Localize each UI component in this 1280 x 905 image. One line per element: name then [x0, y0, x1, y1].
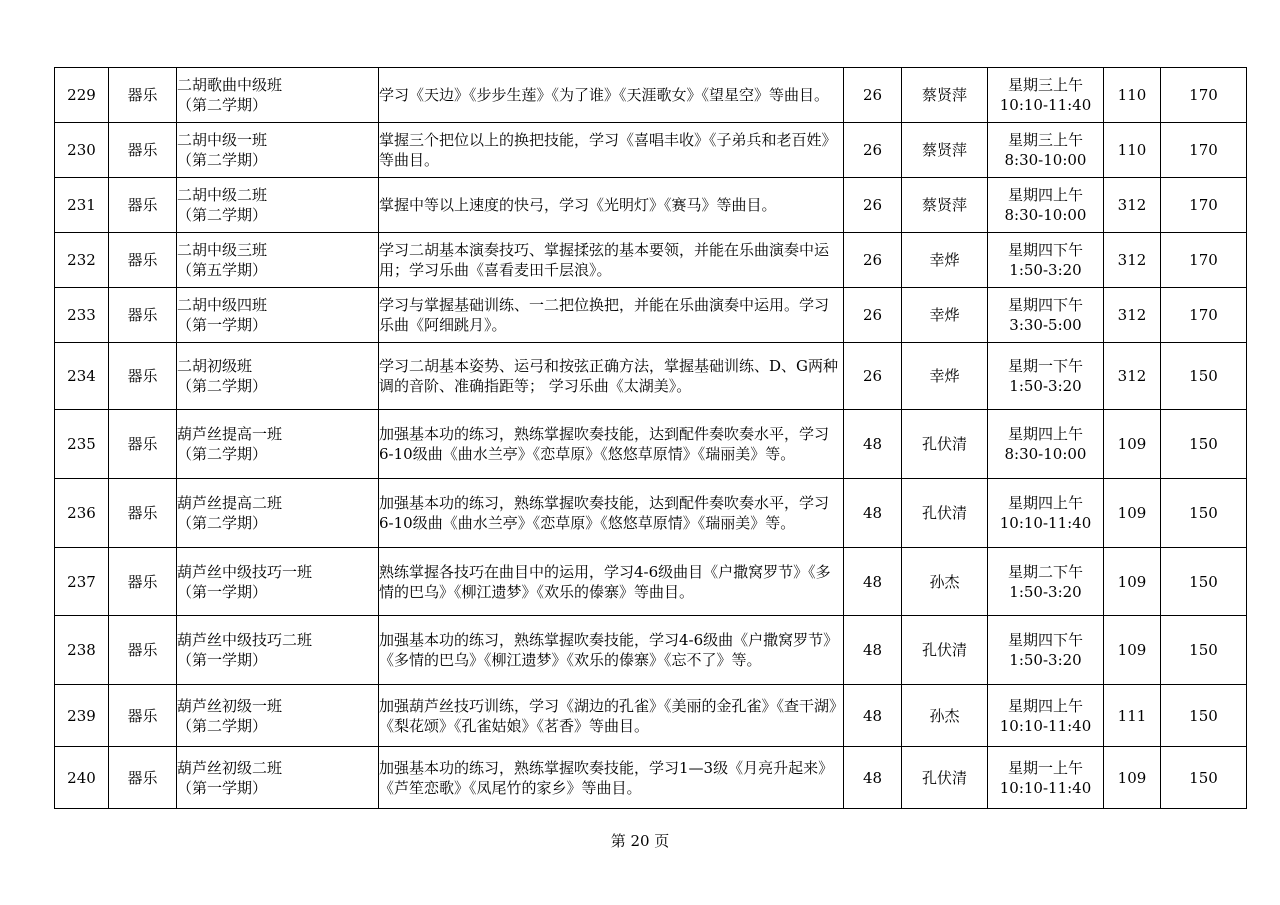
course-term: （第二学期） — [177, 151, 268, 169]
cell-fee — [1161, 123, 1247, 178]
table-row — [55, 410, 1247, 479]
table-row — [55, 548, 1247, 616]
row-number: 239 — [67, 706, 96, 725]
schedule-day: 星期四下午 — [1007, 296, 1083, 314]
cell-course — [177, 343, 379, 410]
cell-teacher — [902, 178, 988, 233]
row-number: 234 — [67, 367, 96, 385]
course-description: 学习二胡基本演奏技巧、掌握揉弦的基本要领，并能在乐曲演奏中运用；学习乐曲《喜看麦田千层浪》。 — [379, 241, 830, 279]
cell-category — [109, 343, 177, 410]
course-name: 二胡中级二班 — [177, 186, 268, 204]
room-number: 312 — [1117, 251, 1147, 269]
table-row — [55, 479, 1247, 548]
course-name: 二胡中级一班 — [177, 131, 268, 149]
schedule-day: 星期四上午 — [1007, 494, 1083, 512]
schedule-day: 星期四上午 — [1007, 186, 1083, 204]
cell-no — [55, 123, 109, 178]
fee-amount: 150 — [1189, 435, 1218, 453]
cell-course — [177, 233, 379, 288]
row-number: 232 — [67, 251, 96, 269]
course-term: （第二学期） — [177, 377, 268, 395]
class-hours: 48 — [862, 435, 883, 453]
schedule-time: 1:50-3:20 — [1009, 582, 1082, 601]
course-description: 学习与掌握基础训练、一二把位换把，并能在乐曲演奏中运用。学习乐曲《阿细跳月》。 — [379, 296, 830, 334]
cell-category — [109, 178, 177, 233]
cell-hours — [844, 343, 902, 410]
room-number: 312 — [1117, 306, 1147, 324]
cell-teacher — [902, 479, 988, 548]
class-hours: 26 — [862, 196, 883, 214]
cell-schedule — [988, 548, 1104, 616]
room-number: 109 — [1117, 435, 1147, 453]
cell-description — [379, 479, 844, 548]
schedule-day: 星期四下午 — [1007, 631, 1083, 649]
cell-no — [55, 685, 109, 747]
teacher-name: 孙杰 — [929, 706, 960, 725]
cell-room — [1104, 288, 1161, 343]
cell-teacher — [902, 616, 988, 685]
course-term: （第一学期） — [177, 651, 268, 669]
class-hours: 26 — [862, 306, 883, 324]
cell-hours — [844, 410, 902, 479]
course-term: （第一学期） — [177, 582, 268, 601]
fee-amount: 150 — [1189, 367, 1218, 385]
fee-amount: 170 — [1189, 141, 1218, 159]
fee-amount: 170 — [1189, 251, 1218, 269]
cell-description — [379, 747, 844, 809]
category-label: 器乐 — [127, 641, 158, 659]
cell-description — [379, 548, 844, 616]
teacher-name: 蔡贤萍 — [921, 141, 967, 159]
cell-fee — [1161, 343, 1247, 410]
class-hours: 48 — [862, 504, 883, 522]
teacher-name: 幸烨 — [929, 306, 960, 324]
category-label: 器乐 — [127, 251, 158, 269]
schedule-time: 1:50-3:20 — [1009, 377, 1082, 395]
teacher-name: 幸烨 — [929, 251, 960, 269]
fee-amount: 170 — [1189, 196, 1218, 214]
table-row — [55, 178, 1247, 233]
cell-teacher — [902, 68, 988, 123]
cell-schedule — [988, 616, 1104, 685]
cell-fee — [1161, 685, 1247, 747]
category-label: 器乐 — [127, 706, 158, 725]
cell-description — [379, 343, 844, 410]
schedule-time: 1:50-3:20 — [1009, 651, 1082, 669]
cell-schedule — [988, 479, 1104, 548]
room-number: 109 — [1117, 641, 1147, 659]
fee-amount: 150 — [1189, 768, 1218, 787]
cell-course — [177, 410, 379, 479]
fee-amount: 150 — [1189, 572, 1218, 591]
cell-fee — [1161, 479, 1247, 548]
teacher-name: 孔伏清 — [921, 435, 967, 453]
cell-course — [177, 68, 379, 123]
course-table — [54, 67, 1247, 809]
room-number: 110 — [1117, 141, 1147, 159]
cell-description — [379, 288, 844, 343]
room-number: 109 — [1117, 768, 1147, 787]
table-row — [55, 288, 1247, 343]
cell-hours — [844, 288, 902, 343]
cell-room — [1104, 479, 1161, 548]
cell-teacher — [902, 123, 988, 178]
cell-no — [55, 410, 109, 479]
cell-description — [379, 410, 844, 479]
course-term: （第二学期） — [177, 514, 268, 532]
row-number: 240 — [67, 768, 96, 787]
cell-course — [177, 685, 379, 747]
teacher-name: 孔伏清 — [921, 504, 967, 522]
class-hours: 26 — [862, 251, 883, 269]
course-description: 加强基本功的练习，熟练掌握吹奏技能，学习4-6级曲《户撒窝罗节》《多情的巴乌》《柳江遗梦》《欢乐的傣寨》《忘不了》等。 — [379, 631, 839, 669]
cell-category — [109, 548, 177, 616]
course-name: 二胡中级三班 — [177, 241, 268, 259]
table-row — [55, 747, 1247, 809]
cell-schedule — [988, 343, 1104, 410]
cell-category — [109, 747, 177, 809]
room-number: 312 — [1117, 196, 1147, 214]
cell-course — [177, 178, 379, 233]
cell-fee — [1161, 178, 1247, 233]
cell-category — [109, 616, 177, 685]
cell-course — [177, 479, 379, 548]
category-label: 器乐 — [127, 367, 158, 385]
cell-description — [379, 123, 844, 178]
cell-hours — [844, 178, 902, 233]
cell-description — [379, 233, 844, 288]
teacher-name: 蔡贤萍 — [921, 86, 967, 104]
course-name: 葫芦丝初级一班 — [177, 696, 283, 715]
category-label: 器乐 — [127, 572, 158, 591]
course-term: （第二学期） — [177, 96, 268, 114]
cell-no — [55, 68, 109, 123]
cell-fee — [1161, 410, 1247, 479]
schedule-day: 星期三上午 — [1007, 76, 1083, 94]
cell-description — [379, 178, 844, 233]
cell-room — [1104, 616, 1161, 685]
course-description: 学习二胡基本姿势、运弓和按弦正确方法，掌握基础训练、D、G两种调的音阶、准确指距等； 学习乐曲《太湖美》。 — [379, 357, 839, 395]
course-name: 葫芦丝中级技巧二班 — [177, 631, 313, 649]
cell-room — [1104, 123, 1161, 178]
cell-schedule — [988, 685, 1104, 747]
cell-hours — [844, 123, 902, 178]
cell-category — [109, 479, 177, 548]
category-label: 器乐 — [127, 306, 158, 324]
teacher-name: 幸烨 — [929, 367, 960, 385]
teacher-name: 孔伏清 — [921, 768, 967, 787]
row-number: 230 — [67, 141, 96, 159]
cell-room — [1104, 68, 1161, 123]
class-hours: 48 — [862, 572, 883, 591]
class-hours: 26 — [862, 367, 883, 385]
class-hours: 26 — [862, 141, 883, 159]
class-hours: 26 — [862, 86, 883, 104]
class-hours: 48 — [862, 768, 883, 787]
course-name: 二胡歌曲中级班 — [177, 76, 283, 94]
table-row — [55, 123, 1247, 178]
cell-description — [379, 685, 844, 747]
course-description: 加强葫芦丝技巧训练，学习《湖边的孔雀》《美丽的金孔雀》《查干湖》《梨花颂》《孔雀姑娘》《茗香》等曲目。 — [379, 696, 837, 735]
cell-hours — [844, 616, 902, 685]
course-description: 学习《天边》《步步生莲》《为了谁》《天涯歌女》《望星空》等曲目。 — [379, 86, 830, 104]
teacher-name: 蔡贤萍 — [921, 196, 967, 214]
cell-description — [379, 616, 844, 685]
row-number: 238 — [67, 641, 96, 659]
schedule-time: 10:10-11:40 — [999, 514, 1092, 532]
row-number: 233 — [67, 306, 96, 324]
course-term: （第一学期） — [177, 778, 268, 797]
schedule-day: 星期一下午 — [1007, 357, 1083, 375]
table-body — [55, 68, 1247, 809]
cell-fee — [1161, 288, 1247, 343]
schedule-time: 10:10-11:40 — [999, 96, 1092, 114]
cell-teacher — [902, 747, 988, 809]
cell-teacher — [902, 233, 988, 288]
cell-room — [1104, 233, 1161, 288]
table-row — [55, 685, 1247, 747]
schedule-day: 星期四上午 — [1007, 425, 1083, 443]
schedule-day: 星期四上午 — [1007, 696, 1083, 715]
course-name: 葫芦丝中级技巧一班 — [177, 562, 313, 581]
course-term: （第二学期） — [177, 206, 268, 224]
cell-hours — [844, 685, 902, 747]
cell-schedule — [988, 410, 1104, 479]
fee-amount: 150 — [1189, 706, 1218, 725]
fee-amount: 150 — [1189, 504, 1218, 522]
category-label: 器乐 — [127, 504, 158, 522]
cell-no — [55, 343, 109, 410]
cell-fee — [1161, 233, 1247, 288]
cell-room — [1104, 410, 1161, 479]
cell-teacher — [902, 685, 988, 747]
course-term: （第二学期） — [177, 445, 268, 463]
room-number: 109 — [1117, 504, 1147, 522]
category-label: 器乐 — [127, 768, 158, 787]
category-label: 器乐 — [127, 435, 158, 453]
cell-fee — [1161, 68, 1247, 123]
cell-teacher — [902, 288, 988, 343]
room-number: 111 — [1117, 706, 1147, 725]
cell-course — [177, 616, 379, 685]
table-row — [55, 616, 1247, 685]
course-name: 葫芦丝初级二班 — [177, 758, 283, 777]
course-description: 熟练掌握各技巧在曲目中的运用，学习4-6级曲目《户撒窝罗节》《多情的巴乌》《柳江遗梦》《欢乐的傣寨》等曲目。 — [379, 562, 831, 601]
cell-hours — [844, 233, 902, 288]
category-label: 器乐 — [127, 196, 158, 214]
table-row — [55, 68, 1247, 123]
cell-room — [1104, 343, 1161, 410]
cell-no — [55, 233, 109, 288]
row-number: 229 — [67, 86, 96, 104]
cell-schedule — [988, 68, 1104, 123]
cell-category — [109, 410, 177, 479]
cell-fee — [1161, 548, 1247, 616]
cell-teacher — [902, 548, 988, 616]
cell-no — [55, 178, 109, 233]
cell-schedule — [988, 178, 1104, 233]
cell-category — [109, 233, 177, 288]
cell-room — [1104, 178, 1161, 233]
cell-teacher — [902, 410, 988, 479]
table-row — [55, 233, 1247, 288]
course-name: 二胡初级班 — [177, 357, 253, 375]
cell-hours — [844, 68, 902, 123]
cell-fee — [1161, 747, 1247, 809]
cell-hours — [844, 548, 902, 616]
cell-room — [1104, 685, 1161, 747]
cell-hours — [844, 747, 902, 809]
class-hours: 48 — [862, 706, 883, 725]
cell-no — [55, 747, 109, 809]
cell-no — [55, 616, 109, 685]
fee-amount: 170 — [1189, 86, 1218, 104]
cell-schedule — [988, 233, 1104, 288]
course-description: 掌握中等以上速度的快弓，学习《光明灯》《赛马》等曲目。 — [379, 196, 777, 214]
schedule-time: 1:50-3:20 — [1009, 261, 1082, 279]
cell-hours — [844, 479, 902, 548]
cell-fee — [1161, 616, 1247, 685]
course-description: 掌握三个把位以上的换把技能，学习《喜唱丰收》《子弟兵和老百姓》等曲目。 — [379, 131, 837, 169]
course-description: 加强基本功的练习，熟练掌握吹奏技能，达到配件奏吹奏水平，学习6-10级曲《曲水兰亭》《恋草原》《悠悠草原情》《瑞丽美》等。 — [379, 494, 830, 532]
cell-category — [109, 685, 177, 747]
cell-course — [177, 747, 379, 809]
category-label: 器乐 — [127, 141, 158, 159]
schedule-time: 10:10-11:40 — [999, 716, 1092, 735]
class-hours: 48 — [862, 641, 883, 659]
cell-category — [109, 123, 177, 178]
course-term: （第二学期） — [177, 716, 268, 735]
cell-no — [55, 548, 109, 616]
cell-room — [1104, 548, 1161, 616]
cell-no — [55, 479, 109, 548]
room-number: 110 — [1117, 86, 1147, 104]
row-number: 231 — [67, 196, 96, 214]
schedule-time: 8:30-10:00 — [1004, 206, 1087, 224]
cell-no — [55, 288, 109, 343]
schedule-time: 10:10-11:40 — [999, 778, 1092, 797]
room-number: 312 — [1117, 367, 1147, 385]
schedule-time: 3:30-5:00 — [1009, 316, 1082, 334]
cell-room — [1104, 747, 1161, 809]
cell-schedule — [988, 747, 1104, 809]
page-number: 第 20 页 — [610, 832, 670, 850]
cell-category — [109, 68, 177, 123]
fee-amount: 170 — [1189, 306, 1218, 324]
cell-category — [109, 288, 177, 343]
row-number: 235 — [67, 435, 96, 453]
course-description: 加强基本功的练习，熟练掌握吹奏技能，学习1—3级《月亮升起来》《芦笙恋歌》《凤尾竹的家乡》等曲目。 — [379, 758, 834, 797]
schedule-day: 星期二下午 — [1007, 562, 1083, 581]
cell-course — [177, 548, 379, 616]
category-label: 器乐 — [127, 86, 158, 104]
row-number: 237 — [67, 572, 96, 591]
cell-course — [177, 288, 379, 343]
schedule-time: 8:30-10:00 — [1004, 445, 1087, 463]
cell-teacher — [902, 343, 988, 410]
course-term: （第一学期） — [177, 316, 268, 334]
course-name: 葫芦丝提高二班 — [177, 494, 283, 512]
course-term: （第五学期） — [177, 261, 268, 279]
table-row — [55, 343, 1247, 410]
schedule-day: 星期三上午 — [1007, 131, 1083, 149]
schedule-day: 星期一上午 — [1007, 758, 1083, 777]
fee-amount: 150 — [1189, 641, 1218, 659]
teacher-name: 孙杰 — [929, 572, 960, 591]
course-description: 加强基本功的练习，熟练掌握吹奏技能，达到配件奏吹奏水平，学习6-10级曲《曲水兰亭》《恋草原》《悠悠草原情》《瑞丽美》等。 — [379, 425, 830, 463]
course-name: 二胡中级四班 — [177, 296, 268, 314]
cell-description — [379, 68, 844, 123]
row-number: 236 — [67, 504, 96, 522]
cell-schedule — [988, 288, 1104, 343]
cell-course — [177, 123, 379, 178]
room-number: 109 — [1117, 572, 1147, 591]
schedule-day: 星期四下午 — [1007, 241, 1083, 259]
cell-schedule — [988, 123, 1104, 178]
teacher-name: 孔伏清 — [921, 641, 967, 659]
schedule-time: 8:30-10:00 — [1004, 151, 1087, 169]
course-name: 葫芦丝提高一班 — [177, 425, 283, 443]
